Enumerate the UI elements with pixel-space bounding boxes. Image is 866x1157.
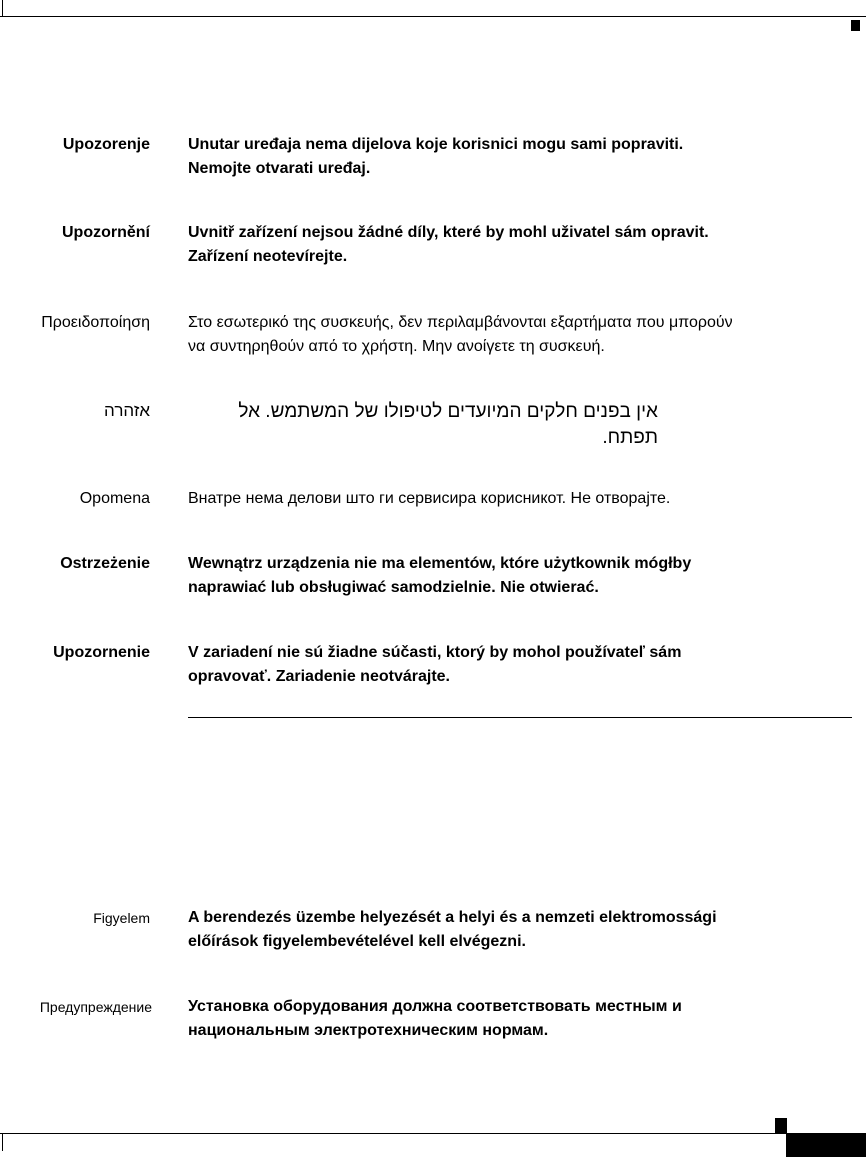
warning-label: Upozorenje bbox=[62, 136, 150, 153]
warning-label: Figyelem bbox=[93, 910, 150, 926]
warning-text: Внатре нема делови што ги сервисира корисникот. Не отворајте. bbox=[188, 490, 671, 507]
warning-label: Предупреждение bbox=[39, 999, 152, 1015]
footer-marker bbox=[775, 1118, 787, 1133]
warning-text: V zariadení nie sú žiadne súčasti, ktorý by mohol používateľ sám opravovať. Zariadenie neotvárajte. bbox=[188, 644, 682, 685]
footer-page-tab bbox=[786, 1133, 866, 1157]
warning-label: Προειδοποίηση bbox=[41, 314, 150, 331]
warning-text: Wewnątrz urządzenia nie ma elementów, które użytkownik mógłby naprawiać lub obsługiwać samodzielnie. Nie otwierać. bbox=[188, 555, 692, 596]
warning-text: Στο εσωτερικό της συσκευής, δεν περιλαμβάνονται εξαρτήματα που μπορούν να συντηρηθούν από το χρήστη. Μην ανοίγετε τη συσκευή. bbox=[188, 314, 733, 355]
warning-text: Uvnitř zařízení nejsou žádné díly, které by mohl uživatel sám opravit. Zařízení neotevírejte. bbox=[188, 224, 709, 265]
section-divider bbox=[188, 717, 852, 718]
footer-tick bbox=[2, 1133, 3, 1151]
warning-text: A berendezés üzembe helyezését a helyi és a nemzeti elektromossági előírások figyelembevételével kell elvégezni. bbox=[188, 909, 717, 950]
footer-rule bbox=[0, 1133, 866, 1134]
warning-label: Opomena bbox=[79, 490, 150, 507]
warning-label: Upozornenie bbox=[53, 644, 150, 661]
warning-label: אזהרה bbox=[104, 401, 150, 420]
warning-text: Установка оборудования должна соответствовать местным и национальным электротехническим нормам. bbox=[188, 998, 682, 1039]
header-tick bbox=[2, 0, 3, 16]
header-marker bbox=[851, 20, 860, 31]
header-rule bbox=[0, 16, 866, 17]
warning-text: אין בפנים חלקים המיועדים לטיפולו של המשתמש. אל תפתח. bbox=[238, 401, 658, 448]
warning-label: Ostrzeżenie bbox=[60, 555, 150, 572]
warning-label: Upozornění bbox=[62, 224, 150, 241]
warning-text: Unutar uređaja nema dijelova koje korisnici mogu sami popraviti. Nemojte otvarati uređaj. bbox=[188, 136, 684, 177]
